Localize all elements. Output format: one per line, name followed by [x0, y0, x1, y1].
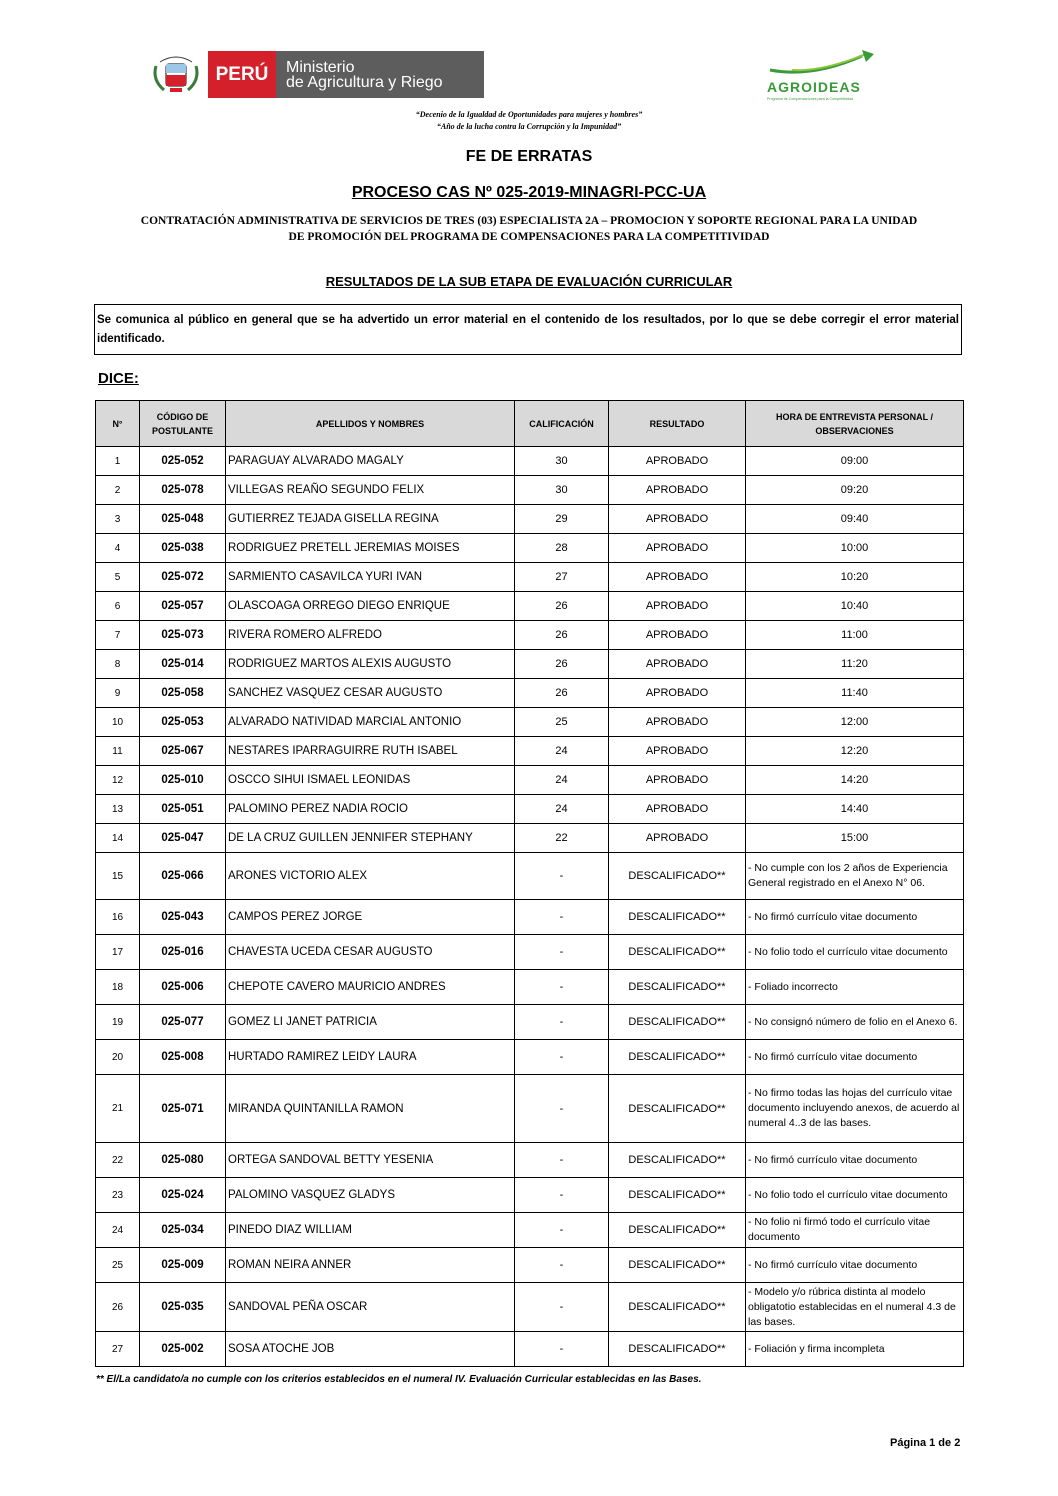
- row-name: SANDOVAL PEÑA OSCAR: [226, 1283, 515, 1332]
- row-result: APROBADO: [609, 447, 746, 476]
- row-observation: 10:40: [746, 592, 964, 621]
- row-name: PARAGUAY ALVARADO MAGALY: [226, 447, 515, 476]
- row-name: ORTEGA SANDOVAL BETTY YESENIA: [226, 1143, 515, 1178]
- row-code: 025-048: [140, 505, 226, 534]
- table-row: [96, 1075, 964, 1143]
- table-row: [96, 766, 964, 795]
- row-code: 025-057: [140, 592, 226, 621]
- table-row: [96, 534, 964, 563]
- table-header-row: [96, 401, 964, 447]
- row-score: 30: [515, 476, 609, 505]
- row-code: 025-047: [140, 824, 226, 853]
- row-name: GUTIERREZ TEJADA GISELLA REGINA: [226, 505, 515, 534]
- row-number: 22: [96, 1143, 140, 1178]
- row-score: -: [515, 1178, 609, 1213]
- document-title: FE DE ERRATAS: [465, 148, 593, 165]
- table-row: [96, 447, 964, 476]
- row-result: APROBADO: [609, 476, 746, 505]
- row-number: 12: [96, 766, 140, 795]
- header-obs-line1: HORA DE ENTREVISTA PERSONAL /: [775, 411, 934, 422]
- row-result: DESCALIFICADO**: [609, 1178, 746, 1213]
- row-observation: 12:00: [746, 708, 964, 737]
- row-name: CHAVESTA UCEDA CESAR AUGUSTO: [226, 935, 515, 970]
- row-observation: 14:20: [746, 766, 964, 795]
- table-row: [96, 708, 964, 737]
- row-score: 29: [515, 505, 609, 534]
- row-code: 025-006: [140, 970, 226, 1005]
- row-name: NESTARES IPARRAGUIRRE RUTH ISABEL: [226, 737, 515, 766]
- row-number: 23: [96, 1178, 140, 1213]
- row-code: 025-077: [140, 1005, 226, 1040]
- row-code: 025-008: [140, 1040, 226, 1075]
- row-name: SANCHEZ VASQUEZ CESAR AUGUSTO: [226, 679, 515, 708]
- row-result: APROBADO: [609, 621, 746, 650]
- row-number: 5: [96, 563, 140, 592]
- row-score: -: [515, 1248, 609, 1283]
- row-name: PALOMINO VASQUEZ GLADYS: [226, 1178, 515, 1213]
- row-number: 4: [96, 534, 140, 563]
- row-name: DE LA CRUZ GUILLEN JENNIFER STEPHANY: [226, 824, 515, 853]
- row-score: -: [515, 900, 609, 935]
- row-code: 025-043: [140, 900, 226, 935]
- table-row: [96, 1005, 964, 1040]
- table-row: [96, 795, 964, 824]
- table-row: [96, 650, 964, 679]
- row-number: 14: [96, 824, 140, 853]
- row-number: 25: [96, 1248, 140, 1283]
- row-name: SOSA ATOCHE JOB: [226, 1332, 515, 1367]
- row-observation: 09:20: [746, 476, 964, 505]
- table-row: [96, 1040, 964, 1075]
- row-result: DESCALIFICADO**: [609, 853, 746, 900]
- row-number: 6: [96, 592, 140, 621]
- row-score: -: [515, 935, 609, 970]
- contract-description: [0, 213, 1058, 245]
- row-number: 18: [96, 970, 140, 1005]
- notice-box: Se comunica al público en general que se ha advertido un error material en el contenido de los resultados, por lo que se debe corregir el error material identificado.: [94, 304, 962, 355]
- row-code: 025-016: [140, 935, 226, 970]
- row-number: 15: [96, 853, 140, 900]
- row-number: 3: [96, 505, 140, 534]
- row-observation: - Foliado incorrecto: [746, 970, 964, 1005]
- table-row: [96, 1213, 964, 1248]
- row-score: -: [515, 1143, 609, 1178]
- row-code: 025-014: [140, 650, 226, 679]
- row-code: 025-009: [140, 1248, 226, 1283]
- table-row: [96, 592, 964, 621]
- row-code: 025-053: [140, 708, 226, 737]
- row-score: 26: [515, 592, 609, 621]
- row-name: OLASCOAGA ORREGO DIEGO ENRIQUE: [226, 592, 515, 621]
- row-score: -: [515, 1332, 609, 1367]
- row-observation: 14:40: [746, 795, 964, 824]
- row-result: DESCALIFICADO**: [609, 1075, 746, 1143]
- table-row: [96, 1283, 964, 1332]
- row-name: SARMIENTO CASAVILCA YURI IVAN: [226, 563, 515, 592]
- row-observation: - No cumple con los 2 años de Experiencia General registrado en el Anexo N° 06.: [746, 853, 964, 900]
- row-name: OSCCO SIHUI ISMAEL LEONIDAS: [226, 766, 515, 795]
- table-row: [96, 476, 964, 505]
- row-result: APROBADO: [609, 534, 746, 563]
- row-score: 22: [515, 824, 609, 853]
- coat-of-arms-icon: [150, 52, 202, 96]
- row-number: 27: [96, 1332, 140, 1367]
- row-code: 025-078: [140, 476, 226, 505]
- row-result: DESCALIFICADO**: [609, 1143, 746, 1178]
- table-row: [96, 935, 964, 970]
- row-result: APROBADO: [609, 505, 746, 534]
- row-observation: - Modelo y/o rúbrica distinta al modelo obligatotio establecidas en el numeral 4.3 de las bases.: [746, 1283, 964, 1332]
- header-result: RESULTADO: [609, 401, 746, 447]
- row-name: RODRIGUEZ MARTOS ALEXIS AUGUSTO: [226, 650, 515, 679]
- contract-line2: DE PROMOCIÓN DEL PROGRAMA DE COMPENSACIONES PARA LA COMPETITIVIDAD: [288, 231, 770, 243]
- row-name: PINEDO DIAZ WILLIAM: [226, 1213, 515, 1248]
- row-name: GOMEZ LI JANET PATRICIA: [226, 1005, 515, 1040]
- row-observation: - No consignó número de folio en el Anexo 6.: [746, 1005, 964, 1040]
- row-result: DESCALIFICADO**: [609, 1213, 746, 1248]
- row-name: VILLEGAS REAÑO SEGUNDO FELIX: [226, 476, 515, 505]
- row-score: -: [515, 1075, 609, 1143]
- row-code: 025-071: [140, 1075, 226, 1143]
- row-result: APROBADO: [609, 737, 746, 766]
- row-code: 025-051: [140, 795, 226, 824]
- row-score: 24: [515, 795, 609, 824]
- motto-line1: “Decenio de la Igualdad de Oportunidades para mujeres y hombres”: [415, 110, 643, 119]
- table-row: [96, 970, 964, 1005]
- row-result: APROBADO: [609, 795, 746, 824]
- row-code: 025-067: [140, 737, 226, 766]
- row-result: DESCALIFICADO**: [609, 1248, 746, 1283]
- row-name: RODRIGUEZ PRETELL JEREMIAS MOISES: [226, 534, 515, 563]
- row-number: 7: [96, 621, 140, 650]
- row-score: -: [515, 853, 609, 900]
- agroideas-tagline: Programa de Compensaciones para la Competitividad: [767, 97, 854, 101]
- row-number: 13: [96, 795, 140, 824]
- row-observation: 10:00: [746, 534, 964, 563]
- ministry-label: [276, 51, 484, 98]
- row-result: APROBADO: [609, 708, 746, 737]
- row-code: 025-072: [140, 563, 226, 592]
- contract-line1: CONTRATACIÓN ADMINISTRATIVA DE SERVICIOS DE TRES (03) ESPECIALISTA 2A – PROMOCION Y SOPORTE REGIONAL PARA LA UNIDAD: [140, 215, 918, 227]
- row-score: 26: [515, 650, 609, 679]
- row-score: 24: [515, 766, 609, 795]
- row-result: DESCALIFICADO**: [609, 1283, 746, 1332]
- table-row: [96, 563, 964, 592]
- table-row: [96, 1248, 964, 1283]
- row-score: 26: [515, 621, 609, 650]
- table-row: [96, 824, 964, 853]
- row-name: ALVARADO NATIVIDAD MARCIAL ANTONIO: [226, 708, 515, 737]
- header-score: CALIFICACIÓN: [515, 401, 609, 447]
- row-number: 10: [96, 708, 140, 737]
- row-number: 11: [96, 737, 140, 766]
- row-name: ARONES VICTORIO ALEX: [226, 853, 515, 900]
- row-result: DESCALIFICADO**: [609, 1005, 746, 1040]
- row-number: 2: [96, 476, 140, 505]
- row-observation: 09:40: [746, 505, 964, 534]
- row-name: HURTADO RAMIREZ LEIDY LAURA: [226, 1040, 515, 1075]
- row-number: 17: [96, 935, 140, 970]
- table-row: [96, 1143, 964, 1178]
- row-number: 1: [96, 447, 140, 476]
- row-code: 025-010: [140, 766, 226, 795]
- ministry-line2: de Agricultura y Riego: [286, 73, 443, 91]
- row-score: 30: [515, 447, 609, 476]
- table-row: [96, 679, 964, 708]
- row-observation: - No firmó currículo vitae documento: [746, 1248, 964, 1283]
- header-obs-line2: OBSERVACIONES: [815, 425, 894, 436]
- table-row: [96, 1332, 964, 1367]
- table-row: [96, 621, 964, 650]
- row-code: 025-038: [140, 534, 226, 563]
- row-observation: - No firmó currículo vitae documento: [746, 1143, 964, 1178]
- row-number: 8: [96, 650, 140, 679]
- agroideas-text: AGROIDEAS: [767, 79, 861, 95]
- ministry-line1: Ministerio: [286, 58, 355, 76]
- header-observations: [746, 401, 964, 447]
- row-result: APROBADO: [609, 650, 746, 679]
- row-score: 26: [515, 679, 609, 708]
- row-score: 24: [515, 737, 609, 766]
- row-observation: 12:20: [746, 737, 964, 766]
- header-number: N°: [96, 401, 140, 447]
- row-observation: - No firmó currículo vitae documento: [746, 1040, 964, 1075]
- footnote: ** El/La candidato/a no cumple con los criterios establecidos en el numeral IV. Evaluación Curricular establecidas en las Bases.: [96, 1374, 702, 1385]
- row-result: DESCALIFICADO**: [609, 970, 746, 1005]
- row-score: -: [515, 970, 609, 1005]
- row-score: -: [515, 1283, 609, 1332]
- table-row: [96, 1178, 964, 1213]
- row-result: APROBADO: [609, 824, 746, 853]
- page-number: Página 1 de 2: [890, 1437, 961, 1449]
- row-code: 025-080: [140, 1143, 226, 1178]
- row-name: MIRANDA QUINTANILLA RAMON: [226, 1075, 515, 1143]
- header-code-line1: CÓDIGO DE: [156, 411, 209, 422]
- row-score: 28: [515, 534, 609, 563]
- row-observation: - No folio todo el currículo vitae documento: [746, 935, 964, 970]
- row-number: 9: [96, 679, 140, 708]
- row-name: ROMAN NEIRA ANNER: [226, 1248, 515, 1283]
- process-title: PROCESO CAS Nº 025-2019-MINAGRI-PCC-UA: [351, 184, 707, 201]
- row-score: 27: [515, 563, 609, 592]
- row-observation: 15:00: [746, 824, 964, 853]
- row-score: -: [515, 1040, 609, 1075]
- row-result: APROBADO: [609, 563, 746, 592]
- row-number: 21: [96, 1075, 140, 1143]
- row-observation: 11:40: [746, 679, 964, 708]
- row-result: APROBADO: [609, 592, 746, 621]
- results-title: RESULTADOS DE LA SUB ETAPA DE EVALUACIÓN CURRICULAR: [325, 274, 733, 289]
- row-code: 025-035: [140, 1283, 226, 1332]
- row-code: 025-034: [140, 1213, 226, 1248]
- header-code: [140, 401, 226, 447]
- row-code: 025-024: [140, 1178, 226, 1213]
- row-code: 025-066: [140, 853, 226, 900]
- row-observation: - No folio todo el currículo vitae documento: [746, 1178, 964, 1213]
- row-name: RIVERA ROMERO ALFREDO: [226, 621, 515, 650]
- table-row: [96, 505, 964, 534]
- row-result: DESCALIFICADO**: [609, 1040, 746, 1075]
- table-row: [96, 737, 964, 766]
- row-name: CHEPOTE CAVERO MAURICIO ANDRES: [226, 970, 515, 1005]
- dice-label: DICE:: [98, 370, 139, 387]
- row-observation: - No firmó currículo vitae documento: [746, 900, 964, 935]
- row-result: DESCALIFICADO**: [609, 1332, 746, 1367]
- row-observation: 10:20: [746, 563, 964, 592]
- row-number: 24: [96, 1213, 140, 1248]
- header-code-line2: POSTULANTE: [151, 425, 213, 436]
- row-observation: - No folio ni firmó todo el currículo vitae documento: [746, 1213, 964, 1248]
- row-number: 16: [96, 900, 140, 935]
- row-result: APROBADO: [609, 766, 746, 795]
- header-name: APELLIDOS Y NOMBRES: [226, 401, 515, 447]
- row-result: DESCALIFICADO**: [609, 900, 746, 935]
- row-observation: 09:00: [746, 447, 964, 476]
- motto-line2: “Año de la lucha contra la Corrupción y la Impunidad”: [436, 122, 622, 131]
- row-observation: - Foliación y firma incompleta: [746, 1332, 964, 1367]
- row-name: PALOMINO PEREZ NADIA ROCIO: [226, 795, 515, 824]
- row-result: DESCALIFICADO**: [609, 935, 746, 970]
- table-row: [96, 853, 964, 900]
- row-code: 025-002: [140, 1332, 226, 1367]
- row-observation: 11:00: [746, 621, 964, 650]
- row-observation: 11:20: [746, 650, 964, 679]
- agroideas-logo: [762, 48, 882, 102]
- table-row: [96, 900, 964, 935]
- peru-label: PERÚ: [208, 51, 276, 98]
- row-code: 025-073: [140, 621, 226, 650]
- row-number: 26: [96, 1283, 140, 1332]
- row-observation: - No firmo todas las hojas del currículo vitae documento incluyendo anexos, de acuerdo al numeral 4..3 de las bases.: [746, 1075, 964, 1143]
- row-score: 25: [515, 708, 609, 737]
- row-score: -: [515, 1213, 609, 1248]
- row-code: 025-052: [140, 447, 226, 476]
- row-code: 025-058: [140, 679, 226, 708]
- row-score: -: [515, 1005, 609, 1040]
- row-number: 19: [96, 1005, 140, 1040]
- results-table: [95, 400, 964, 1367]
- row-result: APROBADO: [609, 679, 746, 708]
- row-name: CAMPOS PEREZ JORGE: [226, 900, 515, 935]
- row-number: 20: [96, 1040, 140, 1075]
